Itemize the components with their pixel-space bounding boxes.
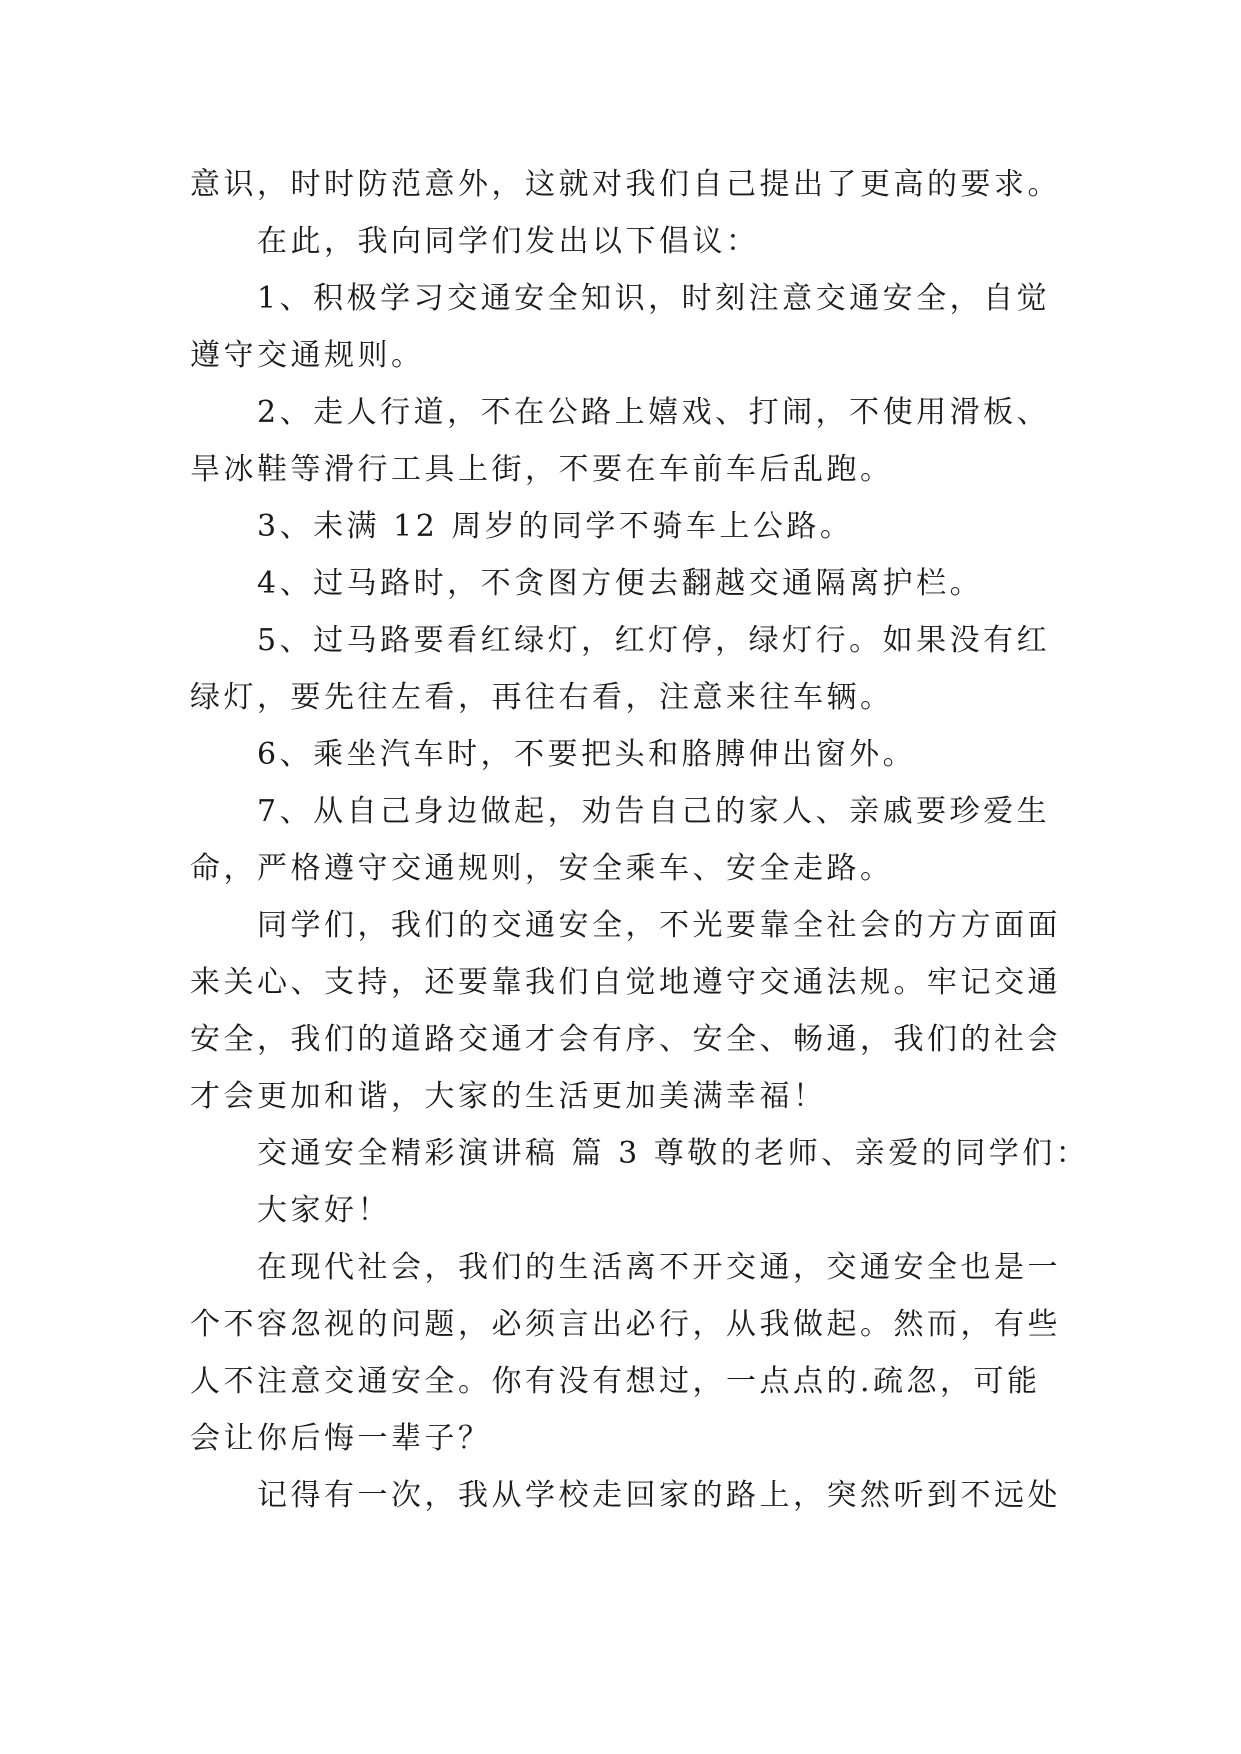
text-line: 记得有一次，我从学校走回家的路上，突然听到不远处: [257, 1478, 1061, 1513]
text-line: 7、从自己身边做起，劝告自己的家人、亲戚要珍爱生: [257, 794, 1051, 829]
text-line: 命，严格遵守交通规则，安全乘车、安全走路。: [190, 851, 894, 886]
text-line: 才会更加和谐，大家的生活更加美满幸福！: [190, 1079, 827, 1114]
text-line: 安全，我们的道路交通才会有序、安全、畅通，我们的社会: [190, 1022, 1061, 1057]
text-line: 在此，我向同学们发出以下倡议：: [257, 224, 760, 259]
text-line: 2、走人行道，不在公路上嬉戏、打闹，不使用滑板、: [257, 395, 1051, 430]
text-line: 同学们，我们的交通安全，不光要靠全社会的方方面面: [257, 908, 1061, 943]
text-line: 3、未满 12 周岁的同学不骑车上公路。: [257, 509, 854, 544]
section-heading: 交通安全精彩演讲稿 篇 3 尊敬的老师、亲爱的同学们：: [257, 1136, 1090, 1171]
text-line: 会让你后悔一辈子？: [190, 1421, 492, 1456]
text-line: 意识，时时防范意外，这就对我们自己提出了更高的要求。: [190, 167, 1061, 202]
text-line: 个不容忽视的问题，必须言出必行，从我做起。然而，有些: [190, 1307, 1061, 1342]
text-line: 4、过马路时，不贪图方便去翻越交通隔离护栏。: [257, 566, 984, 601]
text-line: 来关心、支持，还要靠我们自觉地遵守交通法规。牢记交通: [190, 965, 1061, 1000]
text-line: 绿灯，要先往左看，再往右看，注意来往车辆。: [190, 680, 894, 715]
text-line: 人不注意交通安全。你有没有想过，一点点的.疏忽，可能: [190, 1364, 1041, 1399]
text-line: 在现代社会，我们的生活离不开交通，交通安全也是一: [257, 1250, 1061, 1285]
text-line: 1、积极学习交通安全知识，时刻注意交通安全，自觉: [257, 281, 1051, 316]
text-line: 旱冰鞋等滑行工具上街，不要在车前车后乱跑。: [190, 452, 894, 487]
text-line: 遵守交通规则。: [190, 338, 425, 373]
text-line: 6、乘坐汽车时，不要把头和胳膊伸出窗外。: [257, 737, 917, 772]
text-line: 大家好！: [257, 1193, 391, 1228]
text-line: 5、过马路要看红绿灯，红灯停，绿灯行。如果没有红: [257, 623, 1051, 658]
